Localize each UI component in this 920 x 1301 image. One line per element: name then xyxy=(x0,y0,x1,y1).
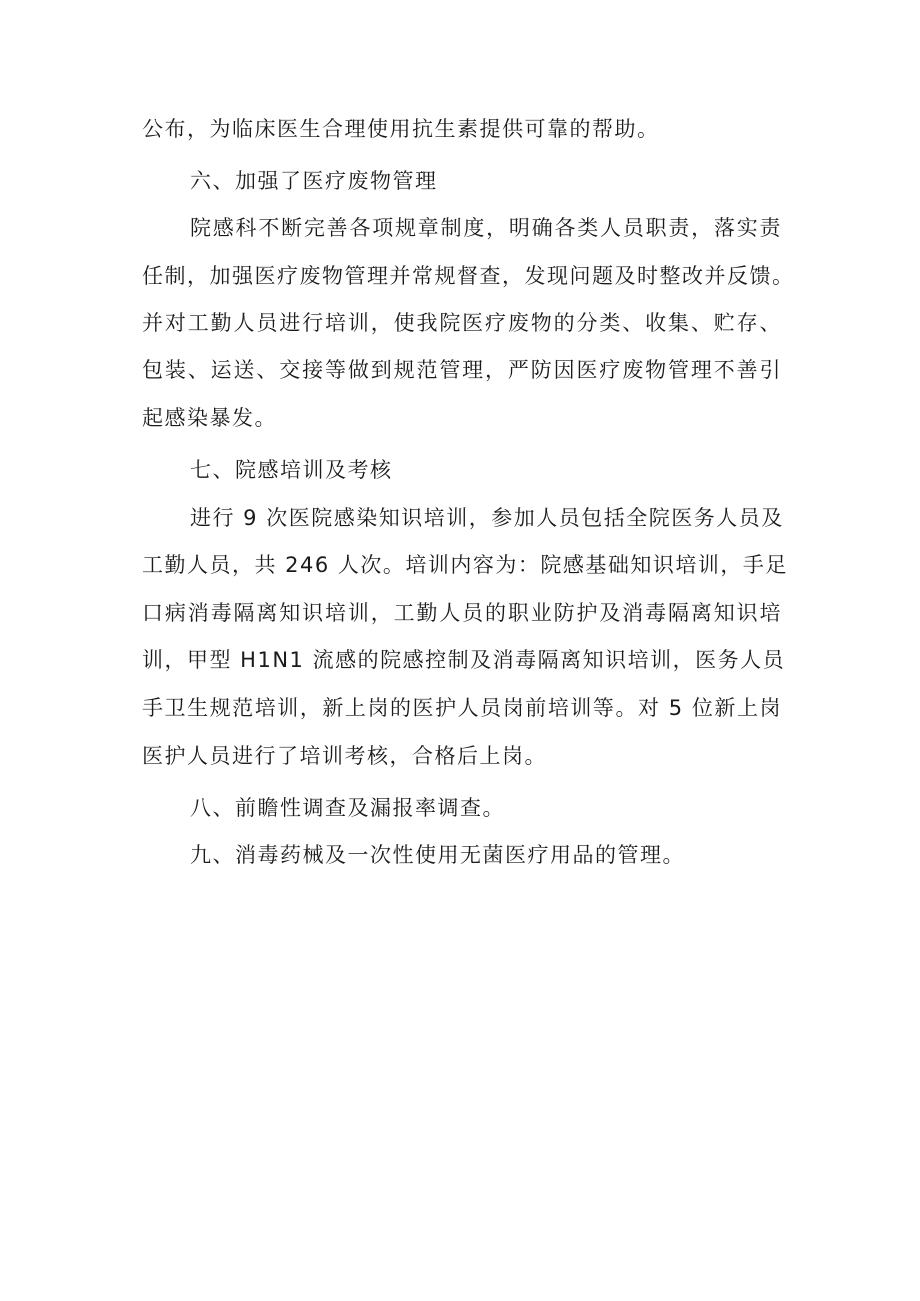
paragraph-line: 进行 9 次医院感染知识培训，参加人员包括全院医务人员及 xyxy=(190,506,784,530)
paragraph-line: 训，甲型 H1N1 流感的院感控制及消毒隔离知识培训，医务人员 xyxy=(142,648,786,672)
section-heading-6: 六、加强了医疗废物管理 xyxy=(190,169,438,193)
paragraph-line: 手卫生规范培训，新上岗的医护人员岗前培训等。对 5 位新上岗 xyxy=(142,696,782,720)
section-heading-8: 八、前瞻性调查及漏报率调查。 xyxy=(190,796,505,820)
section-heading-9: 九、消毒药械及一次性使用无菌医疗用品的管理。 xyxy=(190,843,685,867)
paragraph-line: 起感染暴发。 xyxy=(142,406,277,430)
paragraph-line: 工勤人员，共 246 人次。培训内容为：院感基础知识培训，手足 xyxy=(142,553,788,577)
paragraph-line: 并对工勤人员进行培训，使我院医疗废物的分类、收集、贮存、 xyxy=(142,311,782,335)
paragraph-line: 口病消毒隔离知识培训，工勤人员的职业防护及消毒隔离知识培 xyxy=(142,601,782,625)
paragraph-line: 院感科不断完善各项规章制度，明确各类人员职责，落实责 xyxy=(190,216,782,240)
paragraph-line: 任制，加强医疗废物管理并常规督查，发现问题及时整改并反馈。 xyxy=(142,264,795,288)
paragraph-line: 包装、运送、交接等做到规范管理，严防因医疗废物管理不善引 xyxy=(142,358,782,382)
section-heading-7: 七、院感培训及考核 xyxy=(190,458,393,482)
paragraph-line: 医护人员进行了培训考核，合格后上岗。 xyxy=(142,744,547,768)
paragraph-line: 公布，为临床医生合理使用抗生素提供可靠的帮助。 xyxy=(142,117,660,141)
